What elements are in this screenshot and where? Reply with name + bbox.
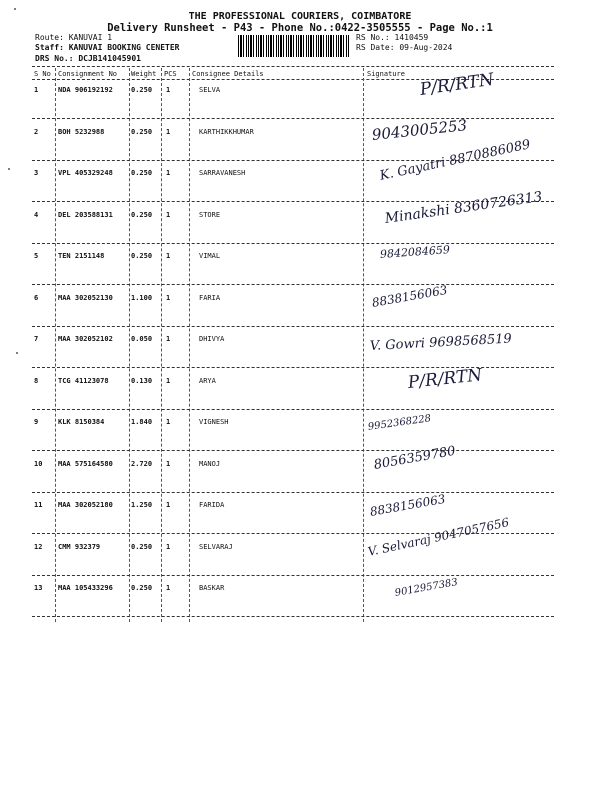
- row-weight: 0.130: [131, 376, 153, 385]
- row-separator: [32, 118, 554, 119]
- col-header-weight: Weight: [131, 70, 157, 78]
- row-consignee: VIGNESH: [199, 418, 229, 426]
- row-separator: [32, 243, 554, 244]
- row-consignment-no: TEN 2151148: [58, 252, 105, 260]
- row-signature: V. Selvaraj 9047057656: [366, 514, 511, 559]
- row-consignee: MANOJ: [199, 459, 221, 468]
- row-pcs: 1: [166, 542, 171, 551]
- scan-speck: [16, 352, 18, 354]
- row-separator: [32, 492, 554, 493]
- column-divider: [189, 68, 190, 622]
- row-sno: 12: [34, 542, 43, 551]
- row-consignment-no: NDA 906192192: [58, 86, 113, 94]
- row-signature: 8838156063: [368, 491, 447, 519]
- row-weight: 1.840: [131, 418, 153, 426]
- row-weight: 0.250: [131, 252, 153, 260]
- row-consignment-no: MAA 575164580: [58, 459, 113, 468]
- column-divider: [363, 68, 364, 622]
- row-weight: 1.250: [131, 501, 153, 509]
- row-signature: 9842084659: [379, 243, 451, 261]
- row-pcs: 1: [166, 335, 171, 343]
- row-separator: [32, 326, 554, 327]
- row-pcs: 1: [166, 252, 171, 260]
- column-divider: [129, 68, 130, 622]
- scan-speck: [8, 168, 10, 170]
- row-weight: 0.250: [131, 127, 153, 136]
- row-consignment-no: VPL 405329248: [58, 169, 113, 177]
- drs-number: DRS No.: DCJB141045901: [35, 54, 141, 63]
- row-sno: 7: [34, 335, 39, 343]
- row-weight: 1.100: [131, 293, 153, 302]
- row-sno: 8: [34, 376, 39, 385]
- row-sno: 2: [34, 127, 39, 136]
- row-separator: [32, 450, 554, 451]
- row-pcs: 1: [166, 501, 171, 509]
- row-pcs: 1: [166, 169, 171, 177]
- staff-label: Staff: KANUVAI BOOKING CENETER: [35, 43, 180, 52]
- row-pcs: 1: [166, 418, 171, 426]
- scan-speck: [14, 8, 16, 10]
- column-divider: [55, 68, 56, 622]
- row-consignment-no: MAA 302052180: [58, 501, 113, 509]
- row-pcs: 1: [166, 376, 171, 385]
- row-separator: [32, 575, 554, 576]
- row-consignee: SARRAVANESH: [199, 169, 246, 177]
- row-weight: 0.250: [131, 584, 153, 592]
- row-consignee: FARIA: [199, 293, 221, 302]
- row-pcs: 1: [166, 293, 171, 302]
- row-sno: 5: [34, 252, 39, 260]
- row-pcs: 1: [166, 127, 171, 136]
- row-separator: [32, 616, 554, 617]
- row-consignment-no: MAA 105433296: [58, 584, 113, 592]
- col-header-pcs: PCS: [164, 70, 177, 78]
- row-consignee: SELVARAJ: [199, 542, 233, 551]
- barcode: [238, 35, 350, 57]
- header-rule-top: [32, 66, 554, 67]
- row-signature: 9043005253: [371, 115, 468, 144]
- row-consignee: FARIDA: [199, 501, 225, 509]
- row-separator: [32, 284, 554, 285]
- row-weight: 0.250: [131, 210, 153, 219]
- row-consignment-no: KLK 8150384: [58, 418, 105, 426]
- row-consignment-no: DEL 203588131: [58, 210, 113, 219]
- row-signature: Minakshi 8360726313: [383, 188, 544, 227]
- row-signature: K. Gayatri 8870886089: [378, 137, 532, 184]
- company-title: THE PROFESSIONAL COURIERS, COIMBATORE: [188, 11, 412, 22]
- runsheet-subtitle: Delivery Runsheet - P43 - Phone No.:0422-3505555 - Page No.:1: [107, 22, 493, 34]
- row-sno: 10: [34, 459, 43, 468]
- row-consignee: STORE: [199, 210, 221, 219]
- row-pcs: 1: [166, 86, 171, 94]
- col-header-consignment: Consignment No: [58, 70, 118, 78]
- row-weight: 0.250: [131, 86, 153, 94]
- row-sno: 1: [34, 86, 39, 94]
- row-pcs: 1: [166, 459, 171, 468]
- row-consignee: BASKAR: [199, 584, 225, 592]
- row-signature: 9012957383: [394, 577, 459, 599]
- row-consignment-no: MAA 302052102: [58, 335, 113, 343]
- row-consignment-no: CMM 932379: [58, 542, 101, 551]
- row-pcs: 1: [166, 210, 171, 219]
- row-consignee: VIMAL: [199, 252, 221, 260]
- row-separator: [32, 409, 554, 410]
- row-pcs: 1: [166, 584, 171, 592]
- row-consignee: KARTHIKKHUMAR: [199, 127, 254, 136]
- rs-number: RS No.: 1410459: [356, 33, 429, 42]
- col-header-signature: Signature: [367, 70, 405, 78]
- col-header-consignee: Consignee Details: [192, 70, 264, 78]
- row-signature: P/R/RTN: [418, 69, 496, 100]
- row-sno: 13: [34, 584, 43, 592]
- row-signature: 8838156063: [370, 282, 449, 310]
- route-label: Route: KANUVAI 1: [35, 33, 113, 42]
- row-consignment-no: MAA 302052130: [58, 293, 113, 302]
- row-consignment-no: TCG 41123078: [58, 376, 109, 385]
- row-sno: 3: [34, 169, 39, 177]
- row-consignment-no: BOH 5232988: [58, 127, 105, 136]
- col-header-sno: S No: [34, 70, 51, 78]
- row-consignee: DHIVYA: [199, 335, 225, 343]
- row-sno: 11: [34, 501, 43, 509]
- row-signature: V. Gowri 9698568519: [369, 331, 513, 354]
- row-weight: 0.250: [131, 169, 153, 177]
- row-weight: 0.050: [131, 335, 153, 343]
- row-sno: 9: [34, 418, 39, 426]
- rs-date: RS Date: 09-Aug-2024: [356, 43, 453, 52]
- row-signature: 9952368228: [367, 413, 432, 433]
- row-consignee: SELVA: [199, 86, 221, 94]
- row-signature: P/R/RTN: [406, 364, 484, 393]
- column-divider: [161, 68, 162, 622]
- row-sno: 4: [34, 210, 39, 219]
- row-consignee: ARYA: [199, 376, 216, 385]
- row-sno: 6: [34, 293, 39, 302]
- row-weight: 0.250: [131, 542, 153, 551]
- row-signature: 8056359780: [372, 443, 457, 473]
- row-weight: 2.720: [131, 459, 153, 468]
